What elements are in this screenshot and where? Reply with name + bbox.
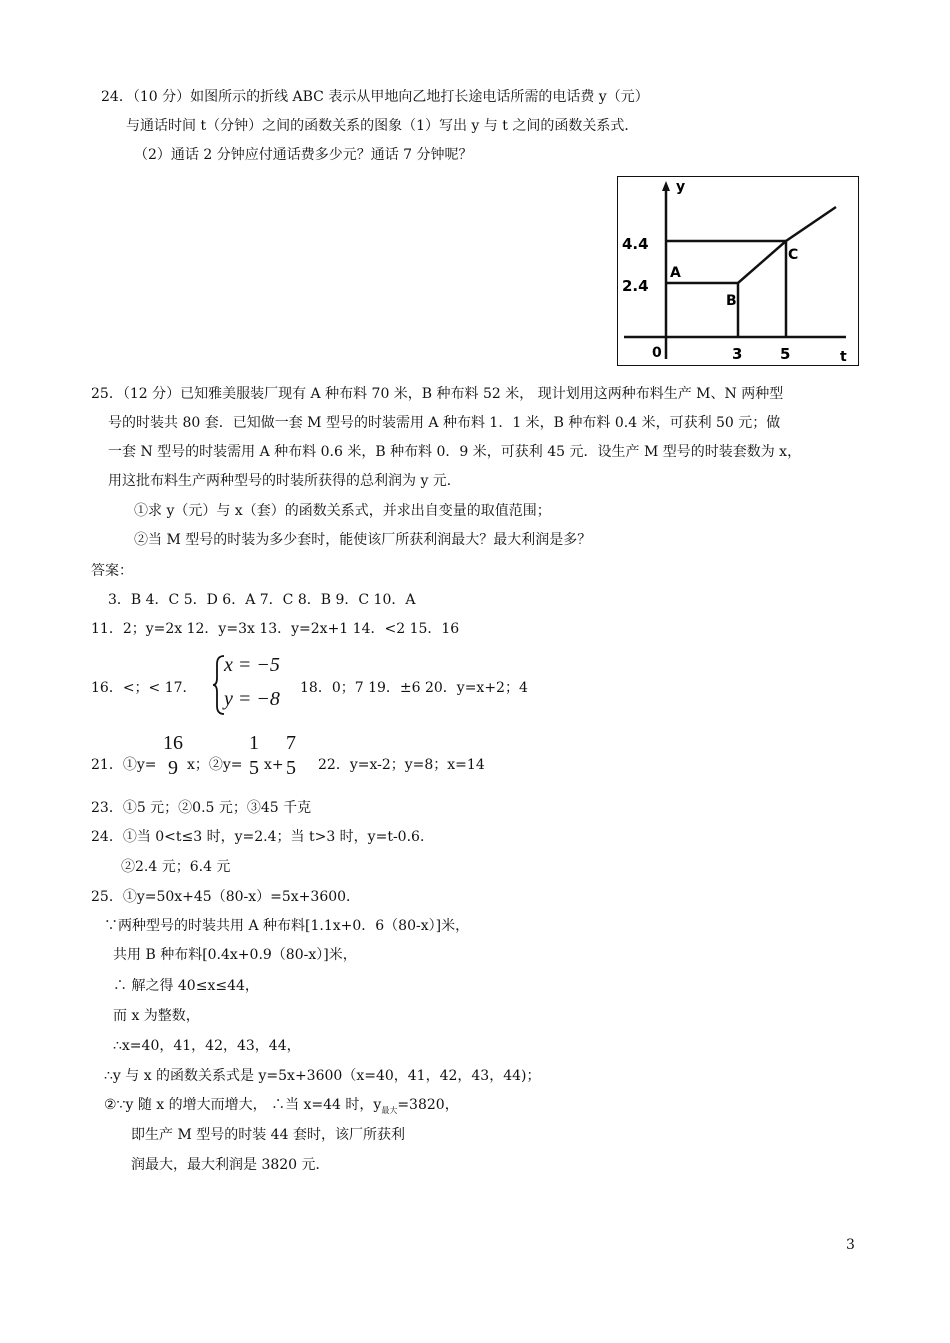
q24-line1: 24．（10 分）如图所示的折线 ABC 表示从甲地向乙地打长途电话所需的电话费 y（元） bbox=[101, 89, 649, 105]
y-axis-label: y bbox=[676, 179, 686, 195]
fraction-numerator: 1 bbox=[249, 732, 259, 754]
equation-system bbox=[212, 654, 292, 716]
q25-sub1: ①求 y（元）与 x（套）的函数关系式，并求出自变量的取值范围； bbox=[134, 503, 551, 519]
answers-row15-end: =3820， bbox=[397, 1097, 459, 1113]
point-a-label: A bbox=[670, 265, 681, 281]
y-axis-arrow bbox=[662, 181, 670, 191]
answers-row7: ②2.4 元；6.4 元 bbox=[121, 859, 231, 875]
answers-row3-suffix: 18．0；7 19．±6 20．y=x+2；4 bbox=[300, 680, 528, 696]
origin-label: 0 bbox=[652, 345, 662, 361]
phone-fee-graph bbox=[617, 176, 859, 366]
q25-line2: 号的时装共 80 套．已知做一套 M 型号的时装需用 A 种布料 1．1 米，B 种布料 0.4 米，可获利 50 元；做 bbox=[108, 415, 781, 431]
t-tick-5: 5 bbox=[780, 345, 791, 363]
polyline-abc bbox=[666, 207, 836, 283]
answers-row8: 25．①y=50x+45（80-x）=5x+3600． bbox=[91, 889, 361, 905]
q25-line4: 用这批布料生产两种型号的时装所获得的总利润为 y 元． bbox=[108, 473, 461, 489]
y-tick-2-4: 2.4 bbox=[622, 277, 649, 295]
fraction-denominator: 9 bbox=[168, 757, 178, 779]
answers-row12: 而 x 为整数， bbox=[113, 1008, 200, 1024]
answers-row16: 即生产 M 型号的时装 44 套时，该厂所获利 bbox=[131, 1127, 405, 1143]
q24-line2: 与通话时间 t（分钟）之间的函数关系的图象（1）写出 y 与 t 之间的函数关系式． bbox=[126, 118, 639, 134]
fraction-denominator: 5 bbox=[286, 757, 296, 779]
answers-row4-mid: x；②y= bbox=[187, 757, 243, 773]
answers-row14: ∴y 与 x 的函数关系式是 y=5x+3600（x=40，41，42，43，44)； bbox=[104, 1068, 541, 1084]
fraction-16-over-9 bbox=[158, 732, 188, 780]
answers-row15-subscript: 最大 bbox=[381, 1106, 398, 1115]
answers-row11: ∴ 解之得 40≤x≤44， bbox=[113, 978, 259, 994]
q25-line3: 一套 N 型号的时装需用 A 种布料 0.6 米，B 种布料 0．9 米，可获利 45 元．设生产 M 型号的时装套数为 x， bbox=[108, 444, 802, 460]
q25-line1: 25．（12 分）已知雅美服装厂现有 A 种布料 70 米，B 种布料 52 米， 现计划用这两种布料生产 M、N 两种型 bbox=[91, 386, 784, 402]
fraction-7-over-5 bbox=[282, 732, 300, 780]
answers-row4-plus: x+ bbox=[264, 757, 284, 773]
t-axis-label: t bbox=[840, 349, 847, 365]
answers-row6: 24．①当 0<t≤3 时，y=2.4；当 t>3 时，y=t-0.6． bbox=[91, 829, 434, 845]
fraction-numerator: 16 bbox=[163, 732, 183, 754]
answers-row2: 11．2；y=2x 12．y=3x 13．y=2x+1 14．<2 15．16 bbox=[91, 621, 460, 637]
answers-row5: 23．①5 元；②0.5 元；③45 千克 bbox=[91, 800, 312, 816]
answers-row9: ∵两种型号的时装共用 A 种布料[1.1x+0．6（80-x）]米， bbox=[104, 918, 470, 934]
fraction-numerator: 7 bbox=[286, 732, 296, 754]
graph-svg bbox=[618, 177, 860, 367]
system-equation-top: x = −5 bbox=[224, 654, 280, 676]
answers-row15 bbox=[104, 1096, 459, 1116]
fraction-denominator: 5 bbox=[249, 757, 259, 779]
answers-row1: 3．B 4．C 5．D 6．A 7．C 8．B 9．C 10．A bbox=[108, 592, 416, 608]
answers-row4-prefix: 21．①y= bbox=[91, 757, 157, 773]
y-tick-4-4: 4.4 bbox=[622, 235, 649, 253]
answers-row10: 共用 B 种布料[0.4x+0.9（80-x）]米， bbox=[113, 947, 357, 963]
t-tick-3: 3 bbox=[732, 345, 743, 363]
system-equation-bottom: y = −8 bbox=[224, 688, 280, 710]
q24-line3: （2）通话 2 分钟应付通话费多少元？通话 7 分钟呢？ bbox=[134, 147, 473, 163]
answers-row4-suffix: 22．y=x-2；y=8；x=14 bbox=[318, 757, 485, 773]
answers-row17: 润最大，最大利润是 3820 元． bbox=[131, 1157, 330, 1173]
answers-row15-main: ②∵y 随 x 的增大而增大， ∴当 x=44 时，y bbox=[104, 1097, 382, 1113]
page-number: 3 bbox=[846, 1237, 855, 1253]
point-c-label: C bbox=[788, 247, 799, 263]
fraction-1-over-5 bbox=[245, 732, 263, 780]
answers-heading: 答案： bbox=[91, 563, 133, 579]
q25-sub2: ②当 M 型号的时装为多少套时，能使该厂所获利润最大？最大利润是多？ bbox=[134, 532, 592, 548]
point-b-label: B bbox=[726, 293, 737, 309]
answers-row3-prefix: 16．<；< 17． bbox=[91, 680, 197, 696]
answers-row13: ∴x=40，41，42，43，44， bbox=[113, 1038, 301, 1054]
